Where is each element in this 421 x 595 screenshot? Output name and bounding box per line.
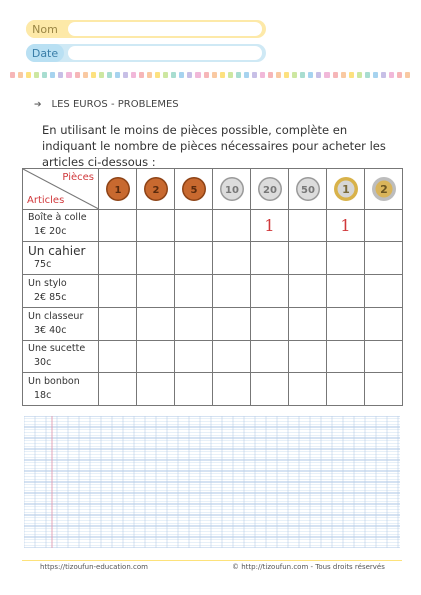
stripe-segment [316, 72, 321, 78]
name-field[interactable] [26, 20, 266, 38]
answer-cell[interactable] [99, 373, 137, 406]
stripe-segment [155, 72, 160, 78]
article-name: Boîte à colle [28, 212, 87, 224]
article-price: 1€ 20c [34, 226, 67, 238]
answer-cell[interactable] [99, 209, 137, 242]
stripe-segment [397, 72, 402, 78]
table-header-row [23, 169, 403, 210]
answer-cell[interactable] [175, 373, 213, 406]
article-cell [23, 307, 99, 340]
stripe-segment [75, 72, 80, 78]
answer-cell[interactable] [289, 209, 327, 242]
answer-cell[interactable] [99, 340, 137, 373]
answer-cell[interactable] [213, 340, 251, 373]
coin-header-cell [251, 169, 289, 210]
seyes-ruled-paper [24, 416, 400, 548]
stripe-segment [357, 72, 362, 78]
article-cell [23, 373, 99, 406]
article-name: Un classeur [28, 310, 84, 322]
date-label: Date [26, 44, 64, 62]
answer-cell[interactable] [251, 307, 289, 340]
answer-cell[interactable] [175, 209, 213, 242]
table-row [23, 373, 403, 406]
article-cell [23, 209, 99, 242]
answer-cell[interactable] [327, 340, 365, 373]
answer-cell[interactable] [99, 242, 137, 275]
color-stripe-divider [10, 72, 410, 78]
stripe-segment [123, 72, 128, 78]
coin-value-label: 1 [341, 182, 350, 196]
answer-cell[interactable]: 1 [251, 209, 289, 242]
coin-value-label: 2 [152, 184, 159, 196]
stripe-segment [405, 72, 410, 78]
stripe-segment [292, 72, 297, 78]
answer-cell[interactable] [251, 340, 289, 373]
table-row [23, 242, 403, 275]
date-input[interactable] [68, 46, 262, 60]
answer-cell[interactable] [213, 242, 251, 275]
stripe-segment [228, 72, 233, 78]
answer-cell[interactable] [213, 373, 251, 406]
stripe-segment [324, 72, 329, 78]
answer-cell[interactable] [99, 307, 137, 340]
stripe-segment [341, 72, 346, 78]
article-price: 75c [34, 259, 52, 271]
coin-10-cents-icon [218, 175, 246, 203]
article-price: 18c [34, 390, 52, 402]
stripe-segment [147, 72, 152, 78]
answer-cell[interactable] [137, 275, 175, 308]
article-cell [23, 275, 99, 308]
answer-cell[interactable] [365, 275, 403, 308]
corner-cell [23, 169, 99, 210]
stripe-segment [268, 72, 273, 78]
article-name: Un stylo [28, 277, 67, 289]
answer-cell[interactable] [99, 275, 137, 308]
answer-cell[interactable] [137, 340, 175, 373]
stripe-segment [34, 72, 39, 78]
footer-divider [22, 560, 402, 561]
answer-cell[interactable] [365, 209, 403, 242]
table-row [23, 307, 403, 340]
article-price: 2€ 85c [34, 291, 67, 303]
coin-2-euro-icon [370, 175, 398, 203]
stripe-segment [179, 72, 184, 78]
coin-header-cell [175, 169, 213, 210]
stripe-segment [236, 72, 241, 78]
footer-left-url: https://tizoufun-education.com [40, 563, 148, 571]
stripe-segment [276, 72, 281, 78]
answer-cell[interactable] [251, 242, 289, 275]
coin-2-cents-icon [142, 175, 170, 203]
name-input[interactable] [68, 22, 262, 36]
article-name: Un bonbon [28, 376, 80, 388]
stripe-segment [389, 72, 394, 78]
corner-label-pieces: Pièces [62, 172, 94, 183]
answer-cell[interactable] [213, 209, 251, 242]
stripe-segment [107, 72, 112, 78]
answer-cell[interactable] [289, 242, 327, 275]
answer-cell[interactable] [213, 307, 251, 340]
stripe-segment [187, 72, 192, 78]
stripe-segment [99, 72, 104, 78]
answer-cell[interactable]: 1 [327, 209, 365, 242]
stripe-segment [381, 72, 386, 78]
coin-header-cell [213, 169, 251, 210]
coin-value-label: 2 [379, 182, 388, 196]
answer-cell[interactable] [137, 242, 175, 275]
stripe-segment [204, 72, 209, 78]
article-price: 3€ 40c [34, 324, 67, 336]
answer-cell[interactable] [327, 307, 365, 340]
coin-1-cent-icon [104, 175, 132, 203]
corner-label-articles: Articles [27, 194, 65, 206]
answer-cell[interactable] [365, 340, 403, 373]
stripe-segment [195, 72, 200, 78]
coin-header-cell [137, 169, 175, 210]
coins-table [22, 168, 403, 406]
coin-value-label: 5 [190, 184, 197, 196]
answer-cell[interactable] [327, 242, 365, 275]
answer-cell[interactable] [175, 242, 213, 275]
stripe-segment [42, 72, 47, 78]
answer-cell[interactable] [137, 209, 175, 242]
article-cell [23, 242, 99, 275]
table-row [23, 340, 403, 373]
stripe-segment [252, 72, 257, 78]
heading-text: LES EUROS - PROBLEMES [51, 99, 179, 110]
stripe-segment [171, 72, 176, 78]
coin-header-cell [289, 169, 327, 210]
coin-value-label: 20 [262, 184, 277, 196]
stripe-segment [66, 72, 71, 78]
arrow-bullet-icon: ➔ [34, 99, 42, 110]
stripe-segment [163, 72, 168, 78]
coin-1-euro-icon [332, 175, 360, 203]
article-cell [23, 340, 99, 373]
stripe-segment [220, 72, 225, 78]
answer-cell[interactable] [137, 373, 175, 406]
answer-cell[interactable] [327, 373, 365, 406]
answer-cell[interactable] [289, 373, 327, 406]
coin-header-cell [365, 169, 403, 210]
stripe-segment [365, 72, 370, 78]
answer-cell[interactable] [289, 340, 327, 373]
coin-value-label: 1 [114, 184, 121, 196]
answer-cell[interactable] [213, 275, 251, 308]
stripe-segment [212, 72, 217, 78]
stripe-segment [300, 72, 305, 78]
stripe-segment [284, 72, 289, 78]
footer-copyright: © http://tizoufun.com - Tous droits réservés [232, 563, 385, 571]
coin-value-label: 50 [300, 184, 315, 196]
answer-cell[interactable] [289, 307, 327, 340]
stripe-segment [26, 72, 31, 78]
article-price: 30c [34, 357, 52, 369]
stripe-segment [244, 72, 249, 78]
stripe-segment [373, 72, 378, 78]
article-name: Un cahier [28, 244, 86, 259]
stripe-segment [115, 72, 120, 78]
answer-cell[interactable] [175, 340, 213, 373]
stripe-segment [91, 72, 96, 78]
stripe-segment [349, 72, 354, 78]
coin-header-cell [99, 169, 137, 210]
coin-5-cents-icon [180, 175, 208, 203]
answer-cell[interactable] [137, 307, 175, 340]
stripe-segment [18, 72, 23, 78]
answer-cell[interactable] [289, 275, 327, 308]
stripe-segment [308, 72, 313, 78]
stripe-segment [260, 72, 265, 78]
stripe-segment [50, 72, 55, 78]
stripe-segment [83, 72, 88, 78]
stripe-segment [333, 72, 338, 78]
answer-cell[interactable] [175, 275, 213, 308]
stripe-segment [139, 72, 144, 78]
instruction-text: En utilisant le moins de pièces possible, complète en indiquant le nombre de pièces nécessaires pour acheter les articles ci-dessous : [42, 123, 386, 169]
answer-cell[interactable] [327, 275, 365, 308]
article-name: Une sucette [28, 343, 86, 355]
stripe-segment [10, 72, 15, 78]
coin-value-label: 10 [224, 184, 239, 196]
name-label: Nom [26, 20, 64, 38]
coin-20-cents-icon [256, 175, 284, 203]
table-row [23, 275, 403, 308]
coin-header-cell [327, 169, 365, 210]
coin-50-cents-icon [294, 175, 322, 203]
answer-cell[interactable] [365, 307, 403, 340]
answer-cell[interactable] [251, 275, 289, 308]
table-row [23, 209, 403, 242]
stripe-segment [58, 72, 63, 78]
section-heading [34, 99, 179, 110]
answer-cell[interactable] [365, 242, 403, 275]
answer-cell[interactable] [251, 373, 289, 406]
stripe-segment [131, 72, 136, 78]
date-field[interactable] [26, 44, 266, 62]
answer-cell[interactable] [175, 307, 213, 340]
answer-cell[interactable] [365, 373, 403, 406]
